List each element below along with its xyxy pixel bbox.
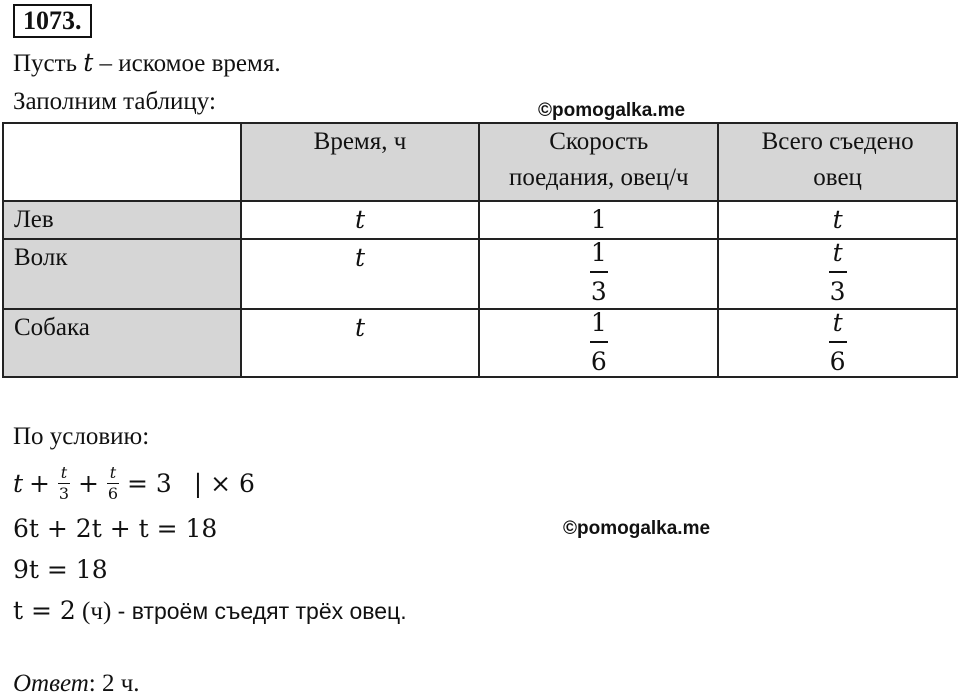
- table-row-dog: [3, 309, 957, 377]
- cell-total: [718, 239, 957, 309]
- cell-time: t: [241, 309, 480, 377]
- equation-1: t + t 3 + t 6 = 3 | × 6: [13, 462, 255, 503]
- fraction: $\frac{t}{6}$: [829, 308, 846, 376]
- cell-time: t: [241, 201, 480, 239]
- watermark-bottom: ©pomogalka.me: [563, 518, 711, 539]
- header-total: Всего съедено овец: [718, 123, 957, 201]
- intro-text-end: – искомое время.: [93, 50, 281, 77]
- equation-2: 6t + 2t + t = 18: [13, 514, 218, 543]
- condition-label: По условию:: [13, 423, 150, 450]
- fraction: t 3: [58, 462, 70, 503]
- table-row-lion: [3, 201, 957, 239]
- fraction: t 6: [107, 462, 119, 503]
- data-table: [2, 122, 958, 378]
- watermark-top: ©pomogalka.me: [538, 100, 686, 121]
- answer-label: Ответ: [13, 670, 89, 697]
- intro-text-start: Пусть: [13, 50, 84, 77]
- fraction: $\frac{1}{3}$: [590, 238, 607, 306]
- intro-line-2: Заполним таблицу:: [13, 88, 216, 115]
- fraction: $\frac{t}{3}$: [829, 238, 846, 306]
- problem-number: 1073.: [13, 4, 92, 38]
- cell-speed: [479, 309, 718, 377]
- table-header-row: [3, 123, 957, 201]
- cell-speed: [479, 239, 718, 309]
- header-time: Время, ч: [241, 123, 480, 201]
- header-empty-cell: [3, 123, 241, 201]
- intro-line-1: [13, 48, 281, 78]
- cell-time: t: [241, 239, 480, 309]
- cell-total: [718, 309, 957, 377]
- row-label: Лев: [3, 201, 241, 239]
- cell-total: t: [718, 201, 957, 239]
- fraction: $\frac{1}{6}$: [590, 308, 607, 376]
- row-label: Собака: [3, 309, 241, 377]
- table-row-wolf: [3, 239, 957, 309]
- answer-line: [13, 670, 140, 698]
- answer-value: : 2 ч.: [88, 670, 140, 697]
- equation-4: t = 2 (ч) - втроём съедят трёх овец.: [13, 596, 407, 625]
- row-label: Волк: [3, 239, 241, 309]
- equation-3: 9t = 18: [13, 555, 108, 584]
- cell-speed: 1: [479, 201, 718, 239]
- variable-t: t: [83, 48, 94, 77]
- header-speed: Скорость поедания, овец/ч: [479, 123, 718, 201]
